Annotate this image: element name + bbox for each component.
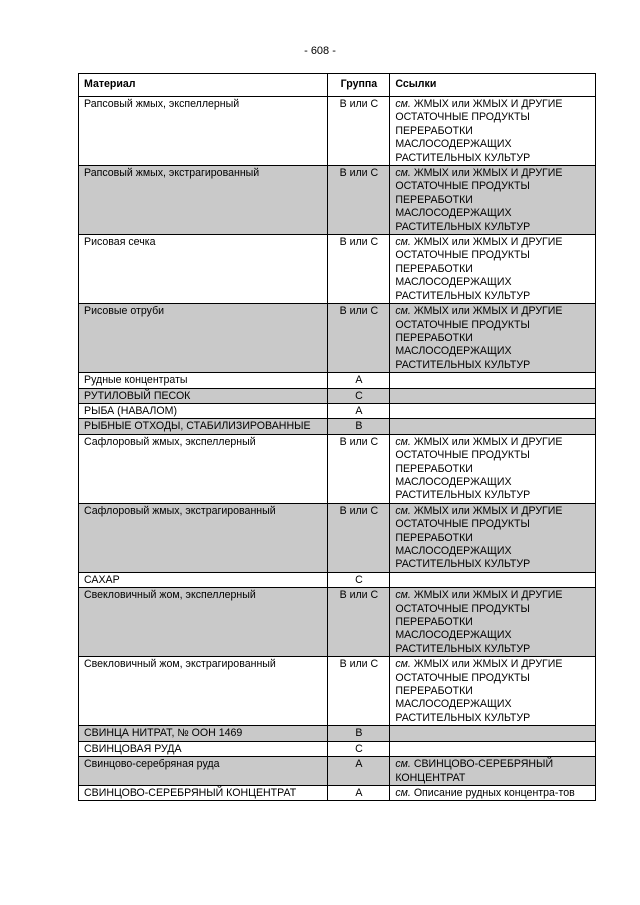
table-header-row	[79, 74, 596, 97]
group-cell: В или С	[328, 97, 390, 166]
table-row	[79, 503, 596, 572]
refs-cell	[390, 588, 596, 657]
group-cell: В или С	[328, 503, 390, 572]
group-cell: А	[328, 373, 390, 388]
refs-cell	[390, 726, 596, 741]
material-cell: Сафлоровый жмых, экспеллерный	[79, 434, 328, 503]
refs-cell	[390, 657, 596, 726]
ref-prefix: см.	[395, 504, 411, 517]
ref-text: ЖМЫХ или ЖМЫХ И ДРУГИЕ ОСТАТОЧНЫЕ ПРОДУКТЫ ПЕРЕРАБОТКИ МАСЛОСОДЕРЖАЩИХ РАСТИТЕЛЬНЫХ КУЛЬТУР	[395, 435, 563, 502]
ref-prefix: см.	[395, 786, 411, 799]
refs-cell	[390, 741, 596, 756]
table-row	[79, 741, 596, 756]
column-header-refs: Ссылки	[390, 74, 596, 97]
ref-text: ЖМЫХ или ЖМЫХ И ДРУГИЕ ОСТАТОЧНЫЕ ПРОДУКТЫ ПЕРЕРАБОТКИ МАСЛОСОДЕРЖАЩИХ РАСТИТЕЛЬНЫХ КУЛЬТУР	[395, 589, 563, 655]
group-cell: В или С	[328, 588, 390, 657]
group-cell: В или С	[328, 304, 390, 373]
group-cell: В или С	[328, 235, 390, 304]
table-row	[79, 657, 596, 726]
ref-text: ЖМЫХ или ЖМЫХ И ДРУГИЕ ОСТАТОЧНЫЕ ПРОДУКТЫ ПЕРЕРАБОТКИ МАСЛОСОДЕРЖАЩИХ РАСТИТЕЛЬНЫХ КУЛЬТУР	[395, 167, 563, 233]
material-cell: РУТИЛОВЫЙ ПЕСОК	[79, 388, 328, 403]
material-cell: Рапсовый жмых, экстрагированный	[79, 166, 328, 235]
column-header-group: Группа	[328, 74, 390, 97]
ref-prefix: см.	[395, 167, 411, 180]
table-row	[79, 97, 596, 166]
material-cell: СВИНЦА НИТРАТ, № ООН 1469	[79, 726, 328, 741]
group-cell: В	[328, 419, 390, 434]
table-row	[79, 757, 596, 786]
ref-prefix: см.	[395, 589, 411, 602]
material-cell: Сафлоровый жмых, экстрагированный	[79, 503, 328, 572]
refs-cell	[390, 503, 596, 572]
refs-cell	[390, 403, 596, 418]
refs-cell	[390, 373, 596, 388]
ref-prefix: см.	[395, 98, 411, 110]
group-cell: С	[328, 388, 390, 403]
ref-text: Описание рудных концентра-тов	[410, 786, 575, 799]
material-cell: Рисовая сечка	[79, 235, 328, 304]
table-row	[79, 403, 596, 418]
ref-text: ЖМЫХ или ЖМЫХ И ДРУГИЕ ОСТАТОЧНЫЕ ПРОДУКТЫ ПЕРЕРАБОТКИ МАСЛОСОДЕРЖАЩИХ РАСТИТЕЛЬНЫХ КУЛЬТУР	[395, 98, 563, 164]
material-cell: САХАР	[79, 572, 328, 587]
material-cell: РЫБА (НАВАЛОМ)	[79, 403, 328, 418]
group-cell: В или С	[328, 166, 390, 235]
ref-prefix: см.	[395, 658, 411, 671]
material-cell: РЫБНЫЕ ОТХОДЫ, СТАБИЛИЗИРОВАННЫЕ	[79, 419, 328, 434]
table-row	[79, 434, 596, 503]
refs-cell	[390, 434, 596, 503]
group-cell: А	[328, 785, 390, 800]
refs-cell	[390, 304, 596, 373]
ref-prefix: см.	[395, 305, 411, 318]
ref-text: ЖМЫХ или ЖМЫХ И ДРУГИЕ ОСТАТОЧНЫЕ ПРОДУКТЫ ПЕРЕРАБОТКИ МАСЛОСОДЕРЖАЩИХ РАСТИТЕЛЬНЫХ КУЛЬТУР	[395, 236, 563, 302]
column-header-material: Материал	[79, 74, 328, 97]
ref-prefix: см.	[395, 236, 411, 249]
materials-table	[78, 73, 596, 801]
ref-text: ЖМЫХ или ЖМЫХ И ДРУГИЕ ОСТАТОЧНЫЕ ПРОДУКТЫ ПЕРЕРАБОТКИ МАСЛОСОДЕРЖАЩИХ РАСТИТЕЛЬНЫХ КУЛЬТУР	[395, 658, 563, 724]
refs-cell	[390, 388, 596, 403]
refs-cell	[390, 97, 596, 166]
table-row	[79, 726, 596, 741]
refs-cell	[390, 166, 596, 235]
ref-prefix: см.	[395, 758, 411, 771]
group-cell: А	[328, 403, 390, 418]
table-row	[79, 373, 596, 388]
table-row	[79, 304, 596, 373]
refs-cell	[390, 757, 596, 786]
table-row	[79, 572, 596, 587]
group-cell: А	[328, 757, 390, 786]
material-cell: Свекловичный жом, экстрагированный	[79, 657, 328, 726]
group-cell: С	[328, 572, 390, 587]
table-row	[79, 588, 596, 657]
ref-text: ЖМЫХ или ЖМЫХ И ДРУГИЕ ОСТАТОЧНЫЕ ПРОДУКТЫ ПЕРЕРАБОТКИ МАСЛОСОДЕРЖАЩИХ РАСТИТЕЛЬНЫХ КУЛЬТУР	[395, 504, 563, 571]
ref-text: ЖМЫХ или ЖМЫХ И ДРУГИЕ ОСТАТОЧНЫЕ ПРОДУКТЫ ПЕРЕРАБОТКИ МАСЛОСОДЕРЖАЩИХ РАСТИТЕЛЬНЫХ КУЛЬТУР	[395, 305, 563, 371]
table-row	[79, 785, 596, 800]
group-cell: В или С	[328, 434, 390, 503]
ref-prefix: см.	[395, 435, 411, 448]
table-row	[79, 388, 596, 403]
refs-cell	[390, 785, 596, 800]
group-cell: В	[328, 726, 390, 741]
material-cell: СВИНЦОВО-СЕРЕБРЯНЫЙ КОНЦЕНТРАТ	[79, 785, 328, 800]
material-cell: Рапсовый жмых, экспеллерный	[79, 97, 328, 166]
refs-cell	[390, 572, 596, 587]
table-row	[79, 166, 596, 235]
group-cell: В или С	[328, 657, 390, 726]
material-cell: СВИНЦОВАЯ РУДА	[79, 741, 328, 756]
table-row	[79, 235, 596, 304]
material-cell: Рудные концентраты	[79, 373, 328, 388]
page-number: - 608 -	[304, 45, 336, 57]
ref-text: СВИНЦОВО-СЕРЕБРЯНЫЙ КОНЦЕНТРАТ	[395, 758, 554, 784]
table-row	[79, 419, 596, 434]
group-cell: С	[328, 741, 390, 756]
refs-cell	[390, 235, 596, 304]
material-cell: Свекловичный жом, экспеллерный	[79, 588, 328, 657]
material-cell: Свинцово-серебряная руда	[79, 757, 328, 786]
refs-cell	[390, 419, 596, 434]
material-cell: Рисовые отруби	[79, 304, 328, 373]
